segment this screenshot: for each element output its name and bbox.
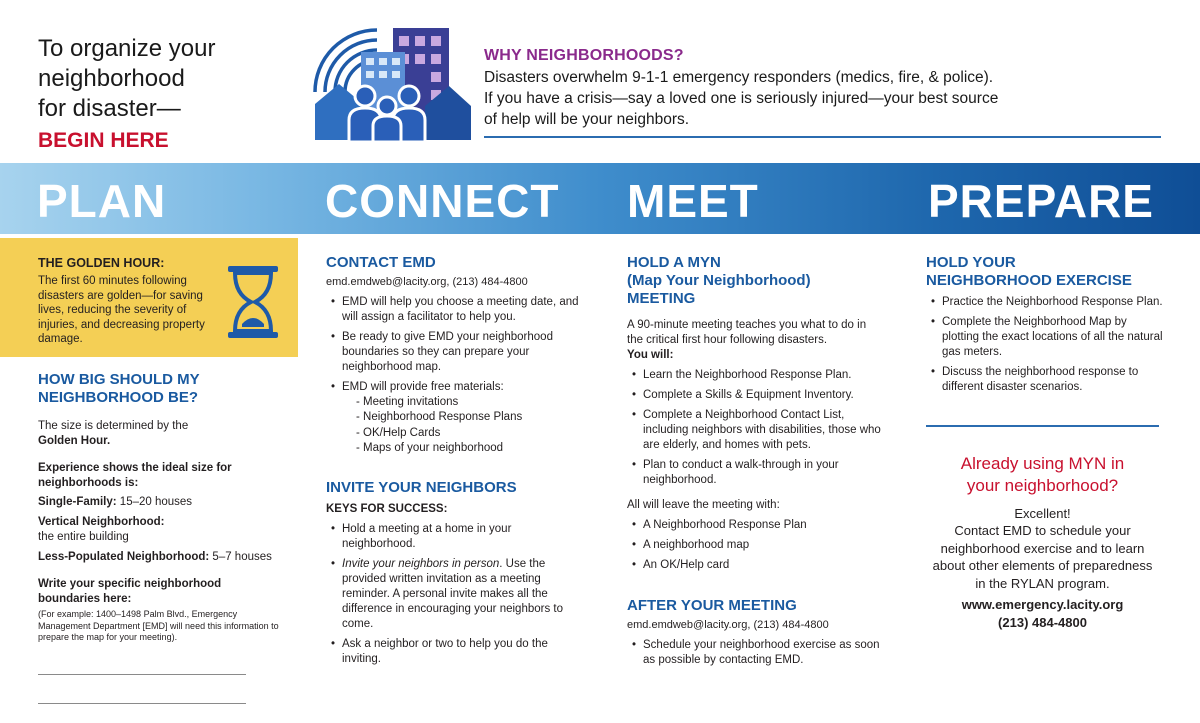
list-item: - Neighborhood Response Plans (356, 411, 523, 423)
boundary-write-line-1 (38, 674, 246, 675)
hold-exercise-heading (926, 254, 1166, 290)
list-item: • A neighborhood map (627, 538, 885, 553)
exercise-title-line-2: NEIGHBORHOOD EXERCISE (926, 272, 1132, 289)
already-using-myn (926, 453, 1159, 497)
excellent-label: Excellent! (1014, 505, 1071, 521)
materials-list (356, 395, 586, 457)
less-populated-size (38, 550, 288, 565)
list-item: • Be ready to give EMD your neighborhood boundaries so they can prepare your neighborhood map. (326, 330, 586, 375)
list-item: • EMD will help you choose a meeting date, and will assign a facilitator to help you. (326, 295, 586, 325)
golden-hour-text: The first 60 minutes following disasters are golden—for saving lives, reducing the severity of injuries, and decreasing property damage. (38, 275, 205, 345)
phone-number: (213) 484-4800 (998, 614, 1087, 630)
keys-for-success: KEYS FOR SUCCESS: (326, 502, 448, 515)
size-prefix: The size is determined by the (38, 420, 189, 432)
neighborhood-size-heading (38, 371, 288, 407)
contact-emd-heading: CONTACT EMD (326, 254, 436, 271)
write-line-1: Write your specific neighborhood (38, 578, 222, 590)
why-divider (484, 136, 1161, 138)
already-line-1: Already using MYN in (960, 453, 1125, 473)
invite-list (326, 522, 586, 667)
exercise-title-line-1: HOLD YOUR (926, 254, 1016, 271)
exercise-list (926, 295, 1166, 395)
plan-column (38, 371, 288, 704)
list-item: • Plan to conduct a walk-through in your neighborhood. (627, 458, 885, 488)
list-item: • Ask a neighbor or two to help you do the inviting. (326, 637, 586, 667)
invite-neighbors-heading: INVITE YOUR NEIGHBORS (326, 478, 517, 496)
steps-banner (0, 163, 1200, 234)
single-family-size (38, 495, 288, 510)
list-item: • Practice the Neighborhood Response Plan. (926, 295, 1166, 310)
golden-hour-title: THE GOLDEN HOUR: (38, 256, 165, 270)
list-item: • Complete a Neighborhood Contact List, including neighbors with disabilities, those who are elderly, and homes with pets. (627, 408, 885, 453)
contact-emd-list (326, 295, 586, 395)
golden-hour-box (0, 238, 298, 357)
intro-line-1: To organize your (38, 35, 216, 62)
list-item: • Learn the Neighborhood Response Plan. (627, 368, 885, 383)
meet-column (627, 254, 885, 668)
vertical-size (38, 515, 288, 545)
list-item (326, 557, 586, 632)
invite-in-person: Invite your neighbors in person (342, 557, 500, 570)
experience-text (38, 461, 288, 491)
hourglass-icon (226, 264, 280, 340)
list-item: - Meeting invitations (356, 395, 459, 408)
experience-line-1: Experience shows the ideal size for (38, 462, 232, 474)
banner-meet: MEET (627, 175, 759, 227)
size-golden-hour: Golden Hour. (38, 435, 111, 447)
list-item: • Schedule your neighborhood exercise as soon as possible by contacting EMD. (627, 638, 885, 668)
leave-list (627, 518, 885, 573)
vertical-label: Vertical Neighborhood: (38, 516, 165, 528)
leave-with-label: All will leave the meeting with: (627, 499, 780, 511)
banner-plan: PLAN (37, 175, 167, 227)
list-item: - Maps of your neighborhood (356, 442, 504, 454)
you-will-label: You will: (627, 349, 674, 361)
after-meeting-heading: AFTER YOUR MEETING (627, 597, 797, 614)
meeting-intro: A 90-minute meeting teaches you what to do in the critical first hour following disasters. (627, 319, 867, 346)
contact-emd-text: Contact EMD to schedule your neighborhood exercise and to learn about other elements of preparedness in the RYLAN program. (932, 523, 1153, 591)
hold-myn-heading (627, 254, 885, 308)
why-line-2: If you have a crisis—say a loved one is seriously injured—your best source (484, 90, 999, 107)
neighborhood-buildings-family-icon (305, 22, 475, 148)
connect-column (326, 254, 586, 667)
banner-connect: CONNECT (325, 175, 560, 227)
single-family-value: 15–20 houses (116, 496, 193, 508)
vertical-value: the entire building (38, 531, 129, 543)
banner-prepare: PREPARE (928, 175, 1154, 227)
size-heading-line-2: NEIGHBORHOOD BE? (38, 389, 199, 406)
boundary-example: (For example: 1400–1498 Palm Blvd., Emergency Management Department [EMD] will need this information to prepare the map for your meeting). (38, 609, 279, 642)
prepare-column (926, 254, 1166, 631)
why-line-3: of help will be your neighbors. (484, 111, 690, 128)
why-title: WHY NEIGHBORHOODS? (484, 47, 684, 64)
myn-title-line-2: (Map Your Neighborhood) (627, 272, 811, 289)
write-line-2: boundaries here: (38, 593, 132, 605)
contact-emd-info: emd.emdweb@lacity.org, (213) 484-4800 (326, 276, 528, 288)
list-item: • Discuss the neighborhood response to different disaster scenarios. (926, 365, 1166, 395)
list-item: - OK/Help Cards (356, 426, 441, 439)
invite-in-person-rest: . Use the provided written invitation as a meeting reminder. A personal invite makes all the difference in encouraging your neighbors to come. (342, 557, 563, 630)
why-neighborhoods (484, 47, 1174, 130)
list-item: • A Neighborhood Response Plan (627, 518, 885, 533)
list-item: • Hold a meeting at a home in your neighborhood. (326, 522, 586, 552)
boundary-write-line-2 (38, 703, 246, 704)
experience-line-2: neighborhoods is: (38, 477, 139, 489)
meeting-list (627, 368, 885, 488)
less-populated-value: 5–7 houses (209, 551, 272, 563)
website-link[interactable]: www.emergency.lacity.org (961, 597, 1124, 612)
intro-line-3: for disaster— (38, 95, 181, 122)
after-meeting-contact: emd.emdweb@lacity.org, (213) 484-4800 (627, 619, 829, 631)
myn-title-line-3: MEETING (627, 290, 696, 307)
write-boundaries (38, 577, 288, 607)
list-item: • Complete the Neighborhood Map by plotting the exact locations of all the natural gas meters. (926, 315, 1166, 360)
excellent-block (926, 505, 1159, 632)
intro-line-2: neighborhood (38, 65, 185, 92)
size-determined-text (38, 419, 288, 449)
list-item: • EMD will provide free materials: (326, 380, 586, 395)
myn-title-line-1: HOLD A MYN (627, 254, 721, 271)
less-populated-label: Less-Populated Neighborhood: (38, 551, 210, 563)
intro-heading (38, 34, 215, 156)
list-item: • Complete a Skills & Equipment Inventory. (627, 388, 885, 403)
size-heading-line-1: HOW BIG SHOULD MY (38, 371, 200, 388)
already-line-2: your neighborhood? (966, 475, 1119, 495)
prepare-divider (926, 425, 1159, 427)
why-line-1: Disasters overwhelm 9-1-1 emergency responders (medics, fire, & police). (484, 69, 994, 86)
begin-here-label: BEGIN HERE (38, 129, 169, 152)
list-item: • An OK/Help card (627, 558, 885, 573)
single-family-label: Single-Family: (38, 496, 117, 508)
after-meeting-list (627, 638, 885, 668)
